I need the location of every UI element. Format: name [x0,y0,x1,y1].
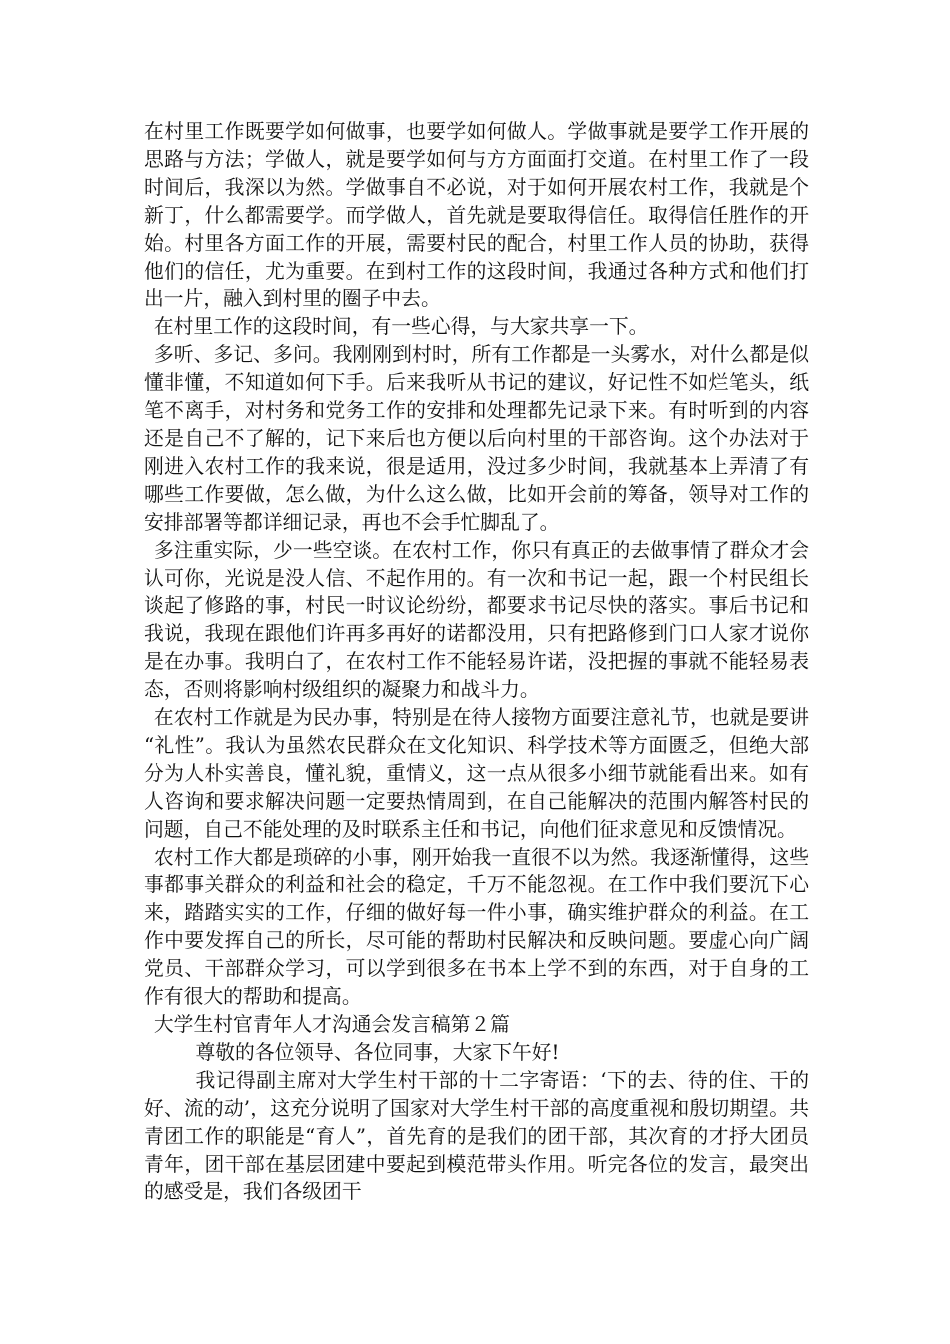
paragraph-3: 多听、多记、多问。我刚刚到村时，所有工作都是一头雾水，对什么都是似懂非懂，不知道如何下手。后来我听从书记的建议，好记性不如烂笔头，纸笔不离手，对村务和党务工作的安排和处理都先记录下来。有时听到的内容还是自己不了解的，记下来后也方便以后向村里的干部咨询。这个办法对于刚进入农村工作的我来说，很是适用，没过多少时间，我就基本上弄清了有哪些工作要做，怎么做，为什么这么做，比如开会前的筹备，领导对工作的安排部署等都详细记录，再也不会手忙脚乱了。 [144,343,809,534]
paragraph-4: 多注重实际，少一些空谈。在农村工作，你只有真正的去做事情了群众才会认可你，光说是没人信、不起作用的。有一次和书记一起，跟一个村民组长谈起了修路的事，村民一时议论纷纷，都要求书记尽快的落实。事后书记和我说，我现在跟他们许再多再好的诺都没用，只有把路修到门口人家才说你是在办事。我明白了，在农村工作不能轻易许诺，没把握的事就不能轻易表态，否则将影响村级组织的凝聚力和战斗力。 [144,538,809,702]
paragraph-1: 在村里工作既要学如何做事，也要学如何做人。学做事就是要学工作开展的思路与方法；学做人，就是要学如何与方方面面打交道。在村里工作了一段时间后，我深以为然。学做事自不必说，对于如何开展农村工作，我就是个新丁，什么都需要学。而学做人，首先就是要取得信任。取得信任胜作的开始。村里各方面工作的开展，需要村民的配合，村里工作人员的协助，获得他们的信任，尤为重要。在到村工作的这段时间，我通过各种方式和他们打出一片，融入到村里的圈子中去。 [144,120,809,311]
document-page [144,118,809,1206]
paragraph-6: 农村工作大都是琐碎的小事，刚开始我一直很不以为然。我逐渐懂得，这些事都事关群众的利益和社会的稳定，千万不能忽视。在工作中我们要沉下心来，踏踏实实的工作，仔细的做好每一件小事，确实维护群众的利益。在工作中要发挥自己的所长，尽可能的帮助村民解决和反映问题。要虚心向广阔党员、干部群众学习，可以学到很多在书本上学不到的东西，对于自身的工作有很大的帮助和提高。 [144,845,809,1009]
paragraph-5: 在农村工作就是为民办事，特别是在待人接物方面要注意礼节，也就是要讲“礼性”。我认为虽然农民群众在文化知识、科学技术等方面匮乏，但绝大部分为人朴实善良，懂礼貌，重情义，这一点从很多小细节就能看出来。如有人咨询和要求解决问题一定要热情周到，在自己能解决的范围内解答村民的问题，自己不能处理的及时联系主任和书记，向他们征求意见和反馈情况。 [144,706,809,841]
section-heading: 大学生村官青年人才沟通会发言稿第２篇 [153,1013,510,1036]
paragraph-2: 在村里工作的这段时间，有一些心得，与大家共享一下。 [153,315,649,339]
body-paragraph: 我记得副主席对大学生村干部的十二字寄语：‘下的去、待的住、干的好、流的动’，这充分说明了国家对大学生村干部的高度重视和殷切期望。共青团工作的职能是“育人”，首先育的是我们的团干部，其次育的才抒大团员青年，团干部在基层团建中要起到模范带头作用。听完各位的发言，最突出的感受是，我们各级团干 [144,1068,809,1204]
greeting-line: 尊敬的各位领导、各位同事，大家下午好! [195,1040,560,1064]
